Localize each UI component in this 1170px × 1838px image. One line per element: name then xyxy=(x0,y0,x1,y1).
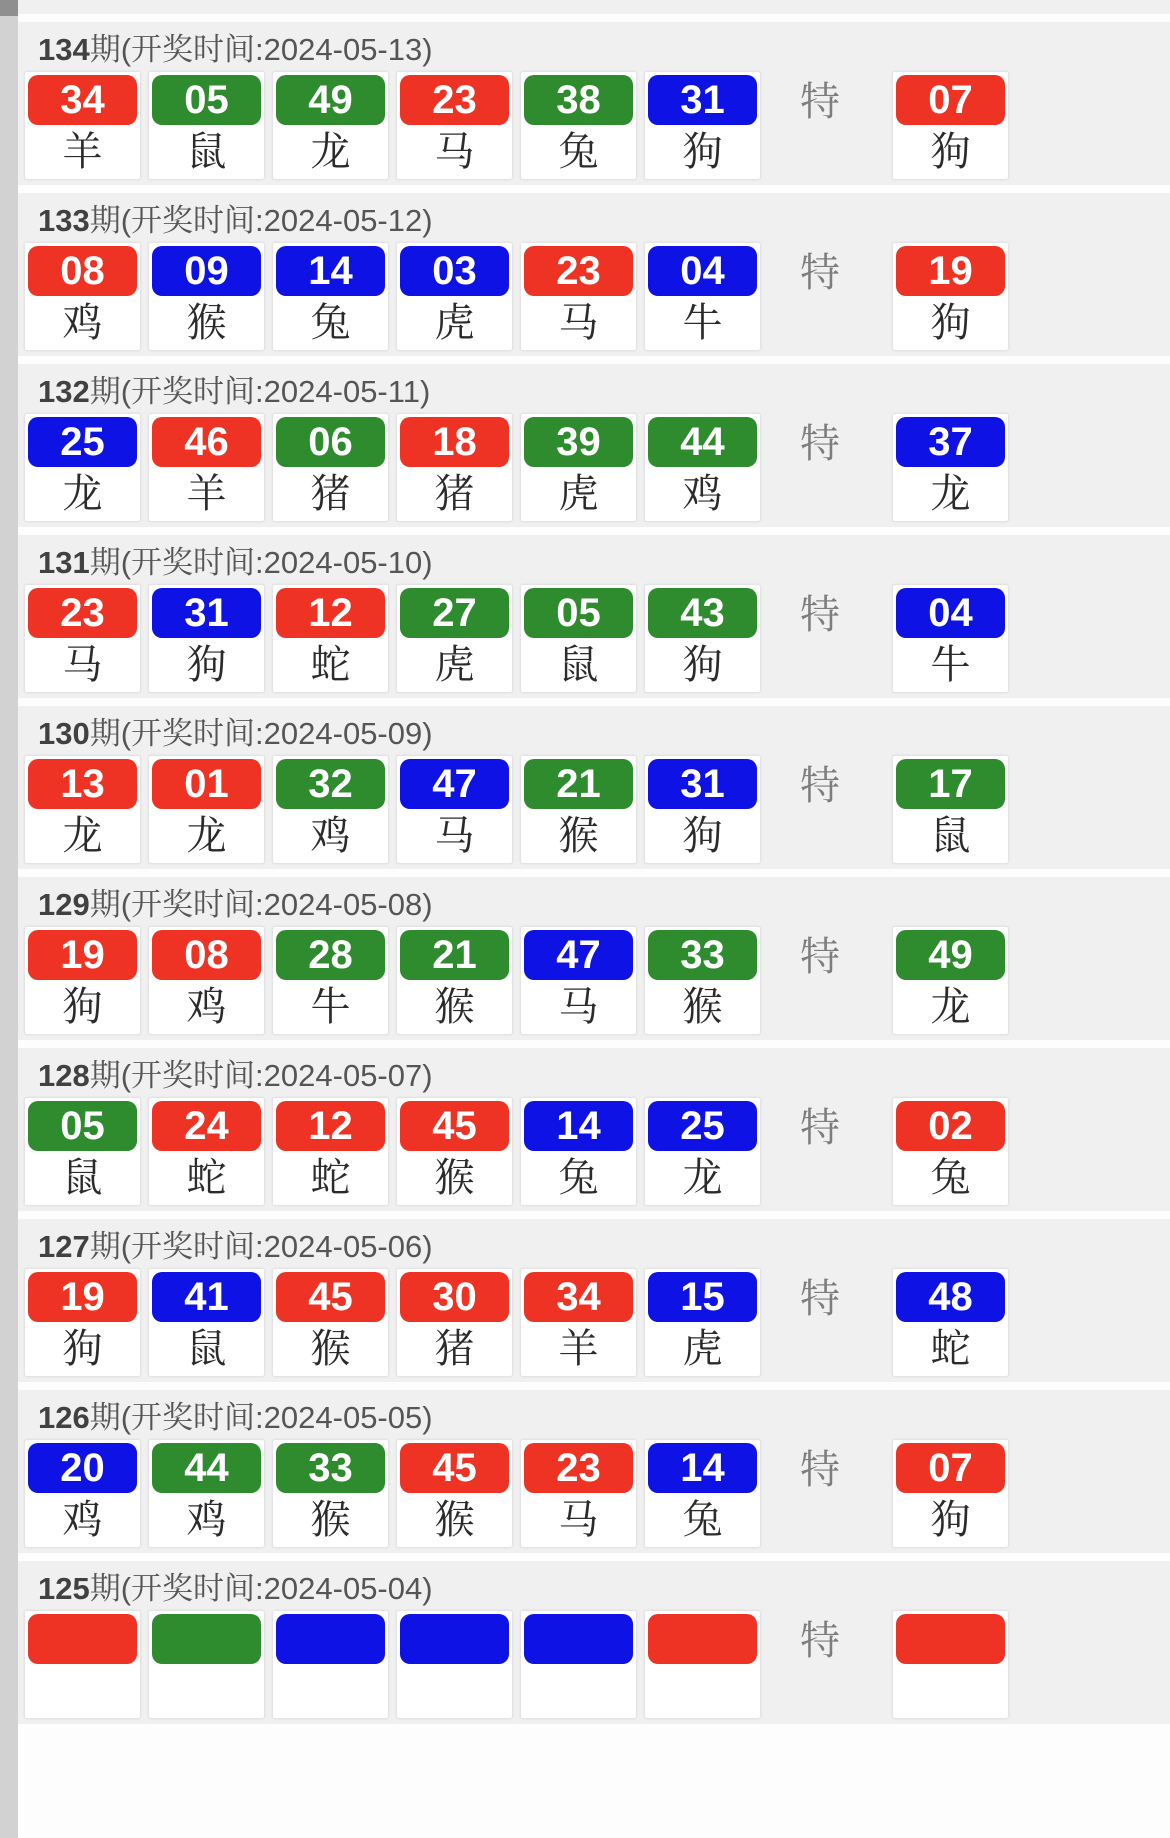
special-number-tile xyxy=(892,1097,1009,1206)
number-tile xyxy=(520,584,637,693)
ball-number xyxy=(28,1614,137,1664)
period-title-suffix: 期(开奖时间:2024-05-05) xyxy=(89,1400,433,1435)
ball-number: 25 xyxy=(28,417,137,467)
zodiac-label: 狗 xyxy=(28,1322,137,1376)
ball-number: 05 xyxy=(524,588,633,638)
zodiac-label: 羊 xyxy=(28,125,137,179)
period-number: 131 xyxy=(38,545,90,580)
zodiac-label: 龙 xyxy=(152,809,261,863)
ball-number: 44 xyxy=(152,1443,261,1493)
zodiac-label: 牛 xyxy=(896,638,1005,692)
draw-period-header xyxy=(24,884,1170,926)
number-tile xyxy=(24,1097,141,1206)
zodiac-label: 马 xyxy=(400,809,509,863)
period-title-suffix: 期(开奖时间:2024-05-11) xyxy=(89,374,431,409)
zodiac-label xyxy=(524,1664,633,1718)
special-number-tile xyxy=(892,1610,1009,1719)
special-marker-label: 特 xyxy=(800,1448,840,1492)
number-tile xyxy=(148,1439,265,1548)
number-tile xyxy=(24,584,141,693)
zodiac-label: 猴 xyxy=(276,1493,385,1547)
numbers-row xyxy=(24,755,1170,864)
ball-number: 02 xyxy=(896,1101,1005,1151)
special-number-tile xyxy=(892,755,1009,864)
special-marker-label: 特 xyxy=(800,251,840,295)
number-tile xyxy=(644,1268,761,1377)
ball-number: 49 xyxy=(896,930,1005,980)
ball-number xyxy=(648,1614,757,1664)
zodiac-label: 龙 xyxy=(896,467,1005,521)
number-tile xyxy=(148,1097,265,1206)
draw-result-block xyxy=(18,1048,1170,1211)
numbers-row xyxy=(24,242,1170,351)
numbers-row xyxy=(24,584,1170,693)
zodiac-label: 马 xyxy=(28,638,137,692)
special-marker-label: 特 xyxy=(800,764,840,808)
period-title-suffix: 期(开奖时间:2024-05-04) xyxy=(89,1571,433,1606)
draw-result-block xyxy=(18,877,1170,1040)
zodiac-label: 马 xyxy=(524,296,633,350)
number-tile xyxy=(520,1610,637,1719)
zodiac-label: 马 xyxy=(524,980,633,1034)
ball-number xyxy=(524,1614,633,1664)
zodiac-label: 猪 xyxy=(400,1322,509,1376)
zodiac-label: 狗 xyxy=(28,980,137,1034)
special-number-tile xyxy=(892,242,1009,351)
number-tile xyxy=(644,1439,761,1548)
special-marker-label: 特 xyxy=(800,593,840,637)
ball-number: 07 xyxy=(896,75,1005,125)
zodiac-label: 猴 xyxy=(152,296,261,350)
ball-number: 47 xyxy=(524,930,633,980)
number-tile xyxy=(644,242,761,351)
draw-result-block xyxy=(18,706,1170,869)
number-tile xyxy=(396,584,513,693)
zodiac-label: 猪 xyxy=(276,467,385,521)
zodiac-label: 虎 xyxy=(400,296,509,350)
zodiac-label: 猴 xyxy=(400,1151,509,1205)
zodiac-label: 狗 xyxy=(896,296,1005,350)
draw-period-header xyxy=(24,29,1170,71)
special-number-tile xyxy=(892,71,1009,180)
ball-number: 17 xyxy=(896,759,1005,809)
ball-number: 07 xyxy=(896,1443,1005,1493)
zodiac-label: 羊 xyxy=(152,467,261,521)
ball-number: 04 xyxy=(896,588,1005,638)
zodiac-label: 龙 xyxy=(276,125,385,179)
ball-number: 14 xyxy=(276,246,385,296)
ball-number: 15 xyxy=(648,1272,757,1322)
draw-result-block xyxy=(18,535,1170,698)
ball-number: 12 xyxy=(276,588,385,638)
zodiac-label: 猴 xyxy=(648,980,757,1034)
ball-number: 13 xyxy=(28,759,137,809)
special-number-tile xyxy=(892,1439,1009,1548)
number-tile xyxy=(644,755,761,864)
ball-number: 44 xyxy=(648,417,757,467)
ball-number: 19 xyxy=(28,930,137,980)
zodiac-label: 狗 xyxy=(896,1493,1005,1547)
ball-number xyxy=(896,1614,1005,1664)
zodiac-label: 牛 xyxy=(648,296,757,350)
zodiac-label: 兔 xyxy=(524,1151,633,1205)
ball-number: 19 xyxy=(28,1272,137,1322)
zodiac-label: 蛇 xyxy=(276,1151,385,1205)
zodiac-label: 鼠 xyxy=(896,809,1005,863)
period-number: 133 xyxy=(38,203,90,238)
zodiac-label: 龙 xyxy=(648,1151,757,1205)
special-number-tile xyxy=(892,584,1009,693)
ball-number: 45 xyxy=(400,1443,509,1493)
zodiac-label xyxy=(276,1664,385,1718)
special-marker-label: 特 xyxy=(800,1277,840,1321)
number-tile xyxy=(148,71,265,180)
zodiac-label: 龙 xyxy=(28,809,137,863)
zodiac-label: 兔 xyxy=(648,1493,757,1547)
number-tile xyxy=(396,1439,513,1548)
ball-number: 33 xyxy=(648,930,757,980)
period-number: 130 xyxy=(38,716,90,751)
zodiac-label: 鼠 xyxy=(152,125,261,179)
period-title-suffix: 期(开奖时间:2024-05-13) xyxy=(89,32,433,67)
numbers-row xyxy=(24,1097,1170,1206)
zodiac-label: 猴 xyxy=(400,1493,509,1547)
number-tile xyxy=(24,71,141,180)
ball-number: 31 xyxy=(152,588,261,638)
number-tile xyxy=(520,242,637,351)
ball-number: 27 xyxy=(400,588,509,638)
ball-number: 12 xyxy=(276,1101,385,1151)
number-tile xyxy=(148,755,265,864)
number-tile xyxy=(24,1610,141,1719)
zodiac-label xyxy=(28,1664,137,1718)
ball-number: 43 xyxy=(648,588,757,638)
period-title-suffix: 期(开奖时间:2024-05-06) xyxy=(89,1229,433,1264)
zodiac-label: 猪 xyxy=(400,467,509,521)
ball-number: 23 xyxy=(524,1443,633,1493)
ball-number: 19 xyxy=(896,246,1005,296)
ball-number: 47 xyxy=(400,759,509,809)
zodiac-label xyxy=(648,1664,757,1718)
ball-number: 24 xyxy=(152,1101,261,1151)
ball-number: 01 xyxy=(152,759,261,809)
zodiac-label: 鼠 xyxy=(28,1151,137,1205)
zodiac-label: 鸡 xyxy=(152,1493,261,1547)
ball-number: 38 xyxy=(524,75,633,125)
zodiac-label: 狗 xyxy=(896,125,1005,179)
ball-number xyxy=(276,1614,385,1664)
numbers-row xyxy=(24,413,1170,522)
period-title-suffix: 期(开奖时间:2024-05-07) xyxy=(89,1058,433,1093)
ball-number: 21 xyxy=(524,759,633,809)
top-gap xyxy=(0,14,1170,22)
ball-number: 49 xyxy=(276,75,385,125)
ball-number: 18 xyxy=(400,417,509,467)
draw-result-block xyxy=(18,364,1170,527)
zodiac-label: 兔 xyxy=(276,296,385,350)
number-tile xyxy=(644,1610,761,1719)
ball-number: 45 xyxy=(276,1272,385,1322)
draw-result-block xyxy=(18,1219,1170,1382)
ball-number: 46 xyxy=(152,417,261,467)
period-number: 125 xyxy=(38,1571,90,1606)
period-number: 129 xyxy=(38,887,90,922)
number-tile xyxy=(272,926,389,1035)
number-tile xyxy=(148,413,265,522)
number-tile xyxy=(520,71,637,180)
lottery-results-list xyxy=(18,22,1170,1724)
period-number: 127 xyxy=(38,1229,90,1264)
number-tile xyxy=(148,1610,265,1719)
draw-period-header xyxy=(24,1226,1170,1268)
period-title-suffix: 期(开奖时间:2024-05-10) xyxy=(89,545,433,580)
number-tile xyxy=(396,242,513,351)
ball-number: 37 xyxy=(896,417,1005,467)
number-tile xyxy=(148,584,265,693)
numbers-row xyxy=(24,1439,1170,1548)
period-number: 134 xyxy=(38,32,90,67)
ball-number: 23 xyxy=(524,246,633,296)
period-number: 128 xyxy=(38,1058,90,1093)
zodiac-label: 羊 xyxy=(524,1322,633,1376)
special-number-tile xyxy=(892,413,1009,522)
number-tile xyxy=(272,755,389,864)
ball-number: 32 xyxy=(276,759,385,809)
number-tile xyxy=(272,1610,389,1719)
zodiac-label: 蛇 xyxy=(276,638,385,692)
special-number-tile xyxy=(892,1268,1009,1377)
ball-number: 34 xyxy=(524,1272,633,1322)
zodiac-label: 鸡 xyxy=(152,980,261,1034)
number-tile xyxy=(520,1439,637,1548)
ball-number: 05 xyxy=(152,75,261,125)
zodiac-label: 兔 xyxy=(524,125,633,179)
draw-period-header xyxy=(24,371,1170,413)
period-title-suffix: 期(开奖时间:2024-05-08) xyxy=(89,887,433,922)
zodiac-label: 鼠 xyxy=(524,638,633,692)
zodiac-label: 猴 xyxy=(276,1322,385,1376)
number-tile xyxy=(24,1439,141,1548)
zodiac-label xyxy=(896,1664,1005,1718)
ball-number: 03 xyxy=(400,246,509,296)
draw-result-block xyxy=(18,22,1170,185)
number-tile xyxy=(644,413,761,522)
number-tile xyxy=(644,926,761,1035)
zodiac-label: 猴 xyxy=(524,809,633,863)
ball-number: 04 xyxy=(648,246,757,296)
draw-result-block xyxy=(18,1561,1170,1724)
zodiac-label: 鸡 xyxy=(28,296,137,350)
zodiac-label: 鸡 xyxy=(648,467,757,521)
number-tile xyxy=(272,242,389,351)
zodiac-label: 虎 xyxy=(524,467,633,521)
special-marker-label: 特 xyxy=(800,80,840,124)
period-number: 132 xyxy=(38,374,90,409)
zodiac-label xyxy=(400,1664,509,1718)
number-tile xyxy=(272,584,389,693)
zodiac-label: 蛇 xyxy=(152,1151,261,1205)
ball-number: 39 xyxy=(524,417,633,467)
period-number: 126 xyxy=(38,1400,90,1435)
zodiac-label xyxy=(152,1664,261,1718)
number-tile xyxy=(396,755,513,864)
zodiac-label: 狗 xyxy=(648,809,757,863)
ball-number: 21 xyxy=(400,930,509,980)
number-tile xyxy=(520,926,637,1035)
zodiac-label: 鸡 xyxy=(28,1493,137,1547)
zodiac-label: 虎 xyxy=(400,638,509,692)
zodiac-label: 虎 xyxy=(648,1322,757,1376)
zodiac-label: 龙 xyxy=(28,467,137,521)
ball-number xyxy=(152,1614,261,1664)
ball-number xyxy=(400,1614,509,1664)
number-tile xyxy=(148,242,265,351)
draw-result-block xyxy=(18,193,1170,356)
ball-number: 14 xyxy=(648,1443,757,1493)
numbers-row xyxy=(24,1610,1170,1719)
special-marker-label: 特 xyxy=(800,935,840,979)
number-tile xyxy=(24,926,141,1035)
zodiac-label: 鼠 xyxy=(152,1322,261,1376)
ball-number: 33 xyxy=(276,1443,385,1493)
draw-period-header xyxy=(24,1397,1170,1439)
number-tile xyxy=(396,1268,513,1377)
ball-number: 05 xyxy=(28,1101,137,1151)
draw-period-header xyxy=(24,1055,1170,1097)
number-tile xyxy=(148,926,265,1035)
number-tile xyxy=(520,1097,637,1206)
draw-result-block xyxy=(18,1390,1170,1553)
ball-number: 45 xyxy=(400,1101,509,1151)
number-tile xyxy=(272,1439,389,1548)
zodiac-label: 兔 xyxy=(896,1151,1005,1205)
zodiac-label: 狗 xyxy=(648,638,757,692)
ball-number: 31 xyxy=(648,759,757,809)
draw-period-header xyxy=(24,542,1170,584)
ball-number: 31 xyxy=(648,75,757,125)
draw-period-header xyxy=(24,200,1170,242)
zodiac-label: 狗 xyxy=(152,638,261,692)
number-tile xyxy=(24,1268,141,1377)
top-edge-bar xyxy=(18,0,1170,14)
ball-number: 23 xyxy=(400,75,509,125)
ball-number: 14 xyxy=(524,1101,633,1151)
zodiac-label: 马 xyxy=(400,125,509,179)
ball-number: 48 xyxy=(896,1272,1005,1322)
number-tile xyxy=(24,755,141,864)
number-tile xyxy=(396,413,513,522)
number-tile xyxy=(520,413,637,522)
number-tile xyxy=(24,413,141,522)
number-tile xyxy=(396,926,513,1035)
ball-number: 34 xyxy=(28,75,137,125)
ball-number: 25 xyxy=(648,1101,757,1151)
left-edge-strip xyxy=(0,0,18,1838)
special-marker-label: 特 xyxy=(800,1619,840,1663)
ball-number: 30 xyxy=(400,1272,509,1322)
ball-number: 06 xyxy=(276,417,385,467)
draw-period-header xyxy=(24,713,1170,755)
period-title-suffix: 期(开奖时间:2024-05-09) xyxy=(89,716,433,751)
number-tile xyxy=(396,71,513,180)
period-title-suffix: 期(开奖时间:2024-05-12) xyxy=(89,203,433,238)
special-marker-label: 特 xyxy=(800,422,840,466)
special-number-tile xyxy=(892,926,1009,1035)
numbers-row xyxy=(24,926,1170,1035)
ball-number: 08 xyxy=(152,930,261,980)
ball-number: 09 xyxy=(152,246,261,296)
zodiac-label: 猴 xyxy=(400,980,509,1034)
number-tile xyxy=(24,242,141,351)
ball-number: 23 xyxy=(28,588,137,638)
numbers-row xyxy=(24,1268,1170,1377)
number-tile xyxy=(272,1097,389,1206)
number-tile xyxy=(272,71,389,180)
number-tile xyxy=(272,413,389,522)
number-tile xyxy=(520,755,637,864)
zodiac-label: 蛇 xyxy=(896,1322,1005,1376)
zodiac-label: 龙 xyxy=(896,980,1005,1034)
zodiac-label: 马 xyxy=(524,1493,633,1547)
number-tile xyxy=(148,1268,265,1377)
number-tile xyxy=(644,584,761,693)
draw-period-header xyxy=(24,1568,1170,1610)
number-tile xyxy=(396,1610,513,1719)
number-tile xyxy=(272,1268,389,1377)
number-tile xyxy=(644,71,761,180)
ball-number: 08 xyxy=(28,246,137,296)
ball-number: 41 xyxy=(152,1272,261,1322)
ball-number: 20 xyxy=(28,1443,137,1493)
ball-number: 28 xyxy=(276,930,385,980)
zodiac-label: 鸡 xyxy=(276,809,385,863)
special-marker-label: 特 xyxy=(800,1106,840,1150)
left-edge-strip-top xyxy=(0,0,18,16)
zodiac-label: 牛 xyxy=(276,980,385,1034)
number-tile xyxy=(644,1097,761,1206)
number-tile xyxy=(520,1268,637,1377)
zodiac-label: 狗 xyxy=(648,125,757,179)
numbers-row xyxy=(24,71,1170,180)
number-tile xyxy=(396,1097,513,1206)
